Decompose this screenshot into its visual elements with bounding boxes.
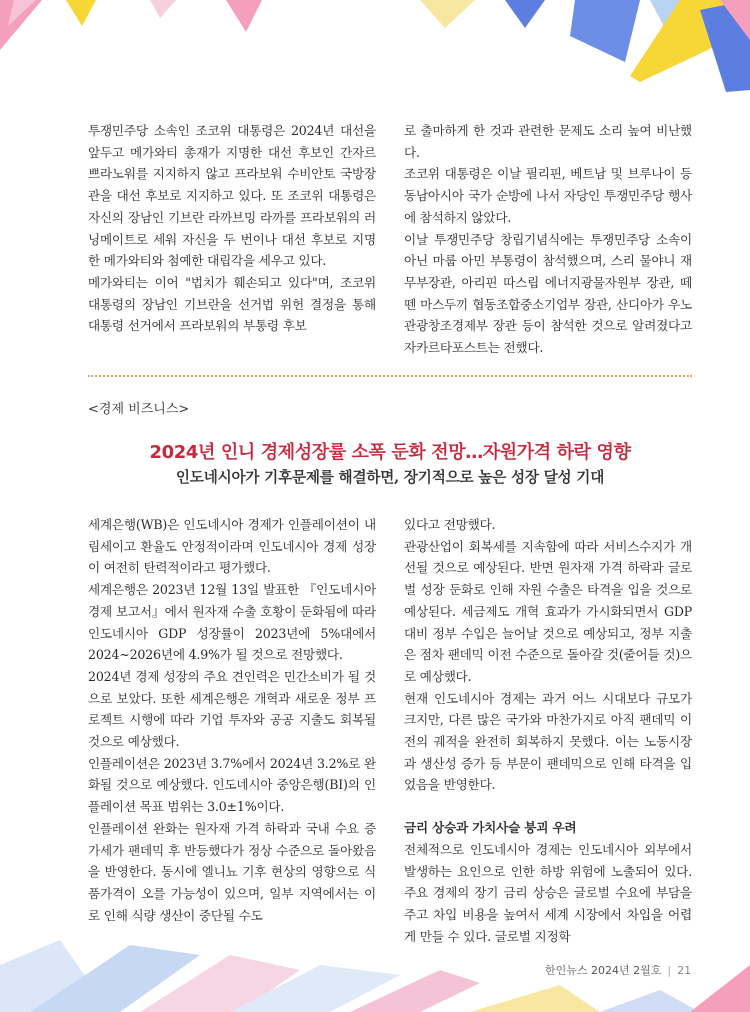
pink-corner-bottom — [690, 965, 750, 1012]
blue-triangle — [505, 0, 545, 28]
footer-separator: | — [667, 964, 672, 977]
paragraph: 있다고 전망했다. — [404, 517, 496, 532]
pink-sliver — [150, 0, 176, 18]
blue-wave-2 — [600, 990, 700, 1012]
yellow-wave — [470, 985, 600, 1012]
yellow-triangle — [66, 0, 96, 26]
paragraph: 메가와티는 이어 "법치가 훼손되고 있다"며, 조코위 대통령의 장남인 기브란을 선거법 위헌 결정을 통해 대통령 선거에서 프라보워의 부통령 후보 — [88, 274, 376, 334]
blue-shape — [570, 0, 640, 62]
paragraph: 현재 인도네시아 경제는 과거 어느 시대보다 규모가 크지만, 다른 많은 국가와 마찬가지로 아직 팬데믹 이전의 궤적을 완전히 회복하지 못했다. 이는 노동시장과 생산성 증가 등 부문이 팬데믹으로 인해 타격을 입었음을 반영한다. — [404, 690, 692, 793]
section-label: <경제 비즈니스> — [88, 402, 190, 417]
page-footer — [545, 962, 691, 978]
paragraph: 전체적으로 인도네시아 경제는 인도네시아 외부에서 발생하는 요인으로 인한 하방 위험에 노출되어 있다. 주요 경제의 장기 금리 상승은 글로벌 수요에 부담을 주고 차입 비용을 높여서 세계 시장에서 차입을 어렵게 만들 수 있다. 글로벌 지정학 — [404, 841, 692, 944]
paragraph: 2024년 경제 성장의 주요 견인력은 민간소비가 될 것으로 보았다. 또한 세계은행은 개혁과 새로운 정부 프로젝트 시행에 따라 기업 투자와 공공 지출도 회복될 것으로 예상했다. — [88, 668, 376, 750]
paragraph: 관광산업이 회복세를 지속함에 따라 서비스수지가 개선될 것으로 예상된다. 반면 원자재 가격 하락과 글로벌 성장 둔화로 인해 자원 수출은 타격을 입을 것으로 예상된다. 세금제도 개혁 효과가 가시화되면서 GDP 대비 정부 수입은 늘어날 것으로 예상되고, 정부 지출은 점차 팬데믹 이전 수준으로 돌아갈 것(줄어들 것)으로 예상했다. — [404, 538, 692, 684]
paragraph: 세계은행은 2023년 12월 13일 발표한 『인도네시아 경제 보고서』에서 원자재 수출 호황이 둔화됨에 따라 인도네시아 GDP 성장률이 2023년에 5%대에서 2024~2026년에 4.9%가 될 것으로 전망했다. — [88, 582, 376, 663]
paragraph: 조코위 대통령은 이날 필리핀, 베트남 및 브루나이 등 동남아시아 국가 순방에 나서 자당인 투쟁민주당 행사에 참석하지 않았다. — [404, 166, 692, 225]
article-left-column — [88, 514, 376, 926]
paragraph: 인플레이션은 2023년 3.7%에서 2024년 3.2%로 완화될 것으로 예상했다. 인도네시아 중앙은행(BI)의 인플레이션 목표 범위는 3.0±1%이다. — [88, 755, 376, 815]
publication-name: 한인뉴스 2024년 2월호 — [545, 964, 662, 977]
paragraph: 인플레이션 완화는 원자재 가격 하락과 국내 수요 증가세가 팬데믹 후 반등했다가 정상 수준으로 돌아왔음을 반영한다. 동시에 엘니뇨 기후 현상의 영향으로 식품가격이 오를 가능성이 있으며, 일부 지역에서는 이로 인해 식량 생산이 중단될 수도 — [88, 820, 376, 923]
section-subheading: 금리 상승과 가치사슬 붕괴 우려 — [404, 820, 577, 836]
article-right-column — [404, 514, 692, 947]
pink-triangle — [226, 0, 262, 32]
page-number: 21 — [677, 964, 692, 977]
header-decoration — [0, 0, 750, 95]
pale-yellow-shape — [420, 0, 475, 28]
top-left-column — [88, 120, 376, 337]
paragraph: 세계은행(WB)은 인도네시아 경제가 인플레이션이 내림세이고 환율도 안정적이라며 인도네시아 경제 성장이 여전히 탄력적이라고 평가했다. — [88, 517, 376, 576]
dotted-divider — [88, 375, 692, 377]
paragraph: 이날 투쟁민주당 창립기념식에는 투쟁민주당 소속이 아닌 마룹 아민 부통령이 참석했으며, 스리 물야니 재무부장관, 아리핀 따스립 에너지광물자원부 장관, 떼뗀 마스두끼 협동조합중소기업부 장관, 산디아가 우노 관광창조경제부 장관 등이 참석한 것으로 알려졌다고 자카르타포스트는 전했다. — [404, 231, 692, 356]
article-headline: 2024년 인니 경제성장률 소폭 둔화 전망…자원가격 하락 영향 — [149, 442, 631, 463]
paragraph: 로 출마하게 한 것과 관련한 문제도 소리 높여 비난했다. — [404, 123, 692, 160]
decorative-shapes-top — [0, 0, 750, 95]
top-right-column — [404, 120, 692, 359]
paragraph: 투쟁민주당 소속인 조코위 대통령은 2024년 대선을 앞두고 메가와티 총재가 지명한 대선 후보인 간자르 쁘라노워를 지지하지 않고 프라보워 수비안토 국방장관을 대선 후보로 지지하고 있다. 또 조코위 대통령은 자신의 장남인 기브란 라까브밍 라까를 프라보워의 러닝메이트로 세워 자신을 두 번이나 대선 후보로 지명한 메가와티와 첨예한 대립각을 세우고 있다. — [88, 123, 376, 269]
article-subheadline: 인도네시아가 기후문제를 해결하면, 장기적으로 높은 성장 달성 기대 — [175, 469, 605, 486]
